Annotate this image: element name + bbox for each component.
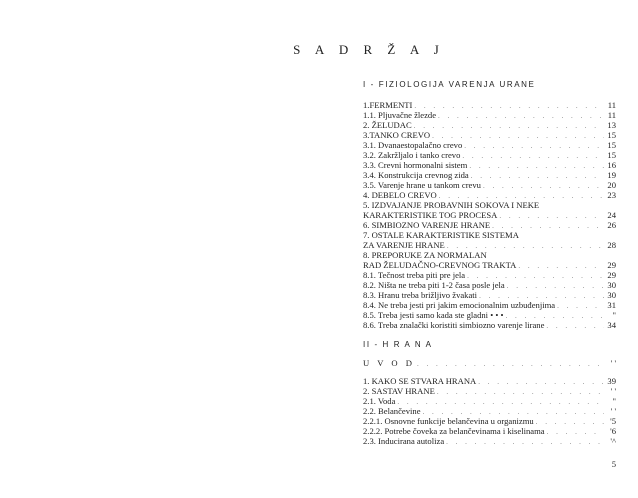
toc-entry-page: '6 — [610, 426, 616, 436]
toc-entry-label: 4. DEBELO CREVO — [363, 190, 437, 200]
toc-group-8 — [363, 270, 616, 330]
section-heading-2: II - H R A N A — [363, 340, 433, 349]
toc-entry-label: 2. ŽELUDAC — [363, 120, 412, 130]
dot-leader — [479, 291, 604, 300]
dot-leader — [446, 437, 604, 446]
toc-entry-8-3 — [363, 300, 616, 310]
dot-leader — [462, 151, 604, 160]
toc-entry-label: 3.2. Zakržljalo i tanko crevo — [363, 150, 461, 160]
toc-entry-1-2 — [363, 120, 616, 130]
toc-entry-1-9 — [363, 190, 616, 200]
toc-entry-label: 3.1. Dvanaestopalačno crevo — [363, 140, 463, 150]
dot-leader — [467, 271, 604, 280]
toc-entry-5-line2: KARAKTERISTIKE TOG PROCESA . . . 24 — [363, 210, 616, 220]
toc-entry-8-2 — [363, 290, 616, 300]
toc-entry-page: 29 — [607, 270, 616, 280]
toc-entry-2-5 — [363, 426, 616, 436]
toc-entry-8-4 — [363, 310, 616, 320]
toc-entry-label: 2.2.1. Osnovne funkcije belančevina u organizmu — [363, 416, 534, 426]
dot-leader — [432, 131, 604, 140]
toc-entry-page: 30 — [607, 290, 616, 300]
section-heading-1: I - FIZIOLOGIJA VARENJA URANE — [363, 80, 536, 89]
toc-entry-page: 11 — [607, 110, 616, 120]
toc-entry-7-line1: 7. OSTALE KARAKTERISTIKE SISTEMA — [363, 230, 519, 240]
dot-leader — [423, 407, 604, 416]
toc-entry-label: 2.3. Inducirana autoliza — [363, 436, 445, 446]
toc-entry-1-1 — [363, 110, 616, 120]
toc-entry-label: 8.1. Tečnost treba piti pre jela — [363, 270, 466, 280]
table-of-contents — [363, 80, 616, 446]
toc-entry-label: 1.1. Pljuvačne žlezde — [363, 110, 437, 120]
toc-entry-7-line2: ZA VARENJE HRANE . . . 28 — [363, 240, 616, 250]
toc-entry-uvod: U V O D . . . ' ' — [363, 358, 616, 368]
toc-entry-2-4 — [363, 416, 616, 426]
toc-entry-page: 13 — [607, 120, 616, 130]
toc-entry-1-7 — [363, 170, 616, 180]
dot-leader — [507, 281, 604, 290]
toc-entry-8-1 — [363, 280, 616, 290]
dot-leader — [439, 191, 604, 200]
toc-entry-label: 8.3. Hranu treba brižljivo žvakati — [363, 290, 478, 300]
toc-entry-page: 20 — [607, 180, 616, 190]
dot-leader — [478, 377, 604, 386]
dot-leader — [469, 161, 604, 170]
toc-entry-8-line1: 8. PREPORUKE ZA NORMALAN — [363, 250, 487, 260]
dot-leader — [471, 171, 604, 180]
toc-entry-8-0 — [363, 270, 616, 280]
toc-entry-1-8 — [363, 180, 616, 190]
toc-entry-label: 1.FERMENTI — [363, 100, 413, 110]
toc-entry-label: 8.5. Treba jesti samo kada ste gladni • • • — [363, 310, 504, 320]
toc-entry-label: 3.3. Crevni hormonalni sistem — [363, 160, 468, 170]
toc-entry-label: 8.2. Ništa ne treba piti 1-2 časa posle jela — [363, 280, 505, 290]
toc-entry-page: " — [612, 310, 616, 320]
toc-entry-6: 6. SIMBIOZNO VARENJE HRANE . . . 26 — [363, 220, 616, 230]
dot-leader — [438, 111, 604, 120]
dot-leader — [506, 311, 604, 320]
toc-entry-label: 8.6. Treba znalački koristiti simbiozno varenje lirane — [363, 320, 545, 330]
toc-entry-2-3 — [363, 406, 616, 416]
dot-leader — [464, 141, 604, 150]
spacer — [363, 368, 616, 376]
dot-leader — [437, 387, 604, 396]
toc-entry-page: " — [612, 396, 616, 406]
toc-entry-page: 15 — [607, 140, 616, 150]
dot-leader — [414, 101, 604, 110]
toc-entry-label: 3.TANKO CREVO — [363, 130, 431, 140]
dot-leader — [397, 397, 604, 406]
page-number: 5 — [611, 459, 616, 469]
toc-entry-page: 31 — [607, 300, 616, 310]
toc-entry-2-0 — [363, 376, 616, 386]
toc-entry-8-5 — [363, 320, 616, 330]
dot-leader — [547, 427, 604, 436]
toc-group-1 — [363, 100, 616, 200]
toc-entry-page: 23 — [607, 190, 616, 200]
toc-entry-1-4 — [363, 140, 616, 150]
toc-entry-label: 8.4. Ne treba jesti pri jakim emocionalnim uzbuđenjima — [363, 300, 556, 310]
dot-leader — [557, 301, 604, 310]
toc-entry-page: 34 — [607, 320, 616, 330]
toc-entry-label: 3.5. Varenje hrane u tankom crevu — [363, 180, 481, 190]
page-title: S A D R Ž A J — [293, 42, 445, 57]
toc-entry-page: 15 — [607, 150, 616, 160]
toc-entry-page: 16 — [607, 160, 616, 170]
toc-entry-page: '5 — [610, 416, 616, 426]
toc-entry-2-2 — [363, 396, 616, 406]
dot-leader — [546, 321, 604, 330]
toc-entry-page: '^ — [610, 436, 616, 446]
toc-entry-1-5 — [363, 150, 616, 160]
dot-leader — [483, 181, 604, 190]
toc-group-2 — [363, 376, 616, 446]
toc-entry-5-line1: 5. IZDVAJANJE PROBAVNIH SOKOVA I NEKE — [363, 200, 540, 210]
toc-entry-page: 19 — [607, 170, 616, 180]
toc-entry-page: 39 — [607, 376, 616, 386]
toc-entry-label: 2.1. Voda — [363, 396, 396, 406]
toc-entry-page: 15 — [607, 130, 616, 140]
toc-entry-page: 30 — [607, 280, 616, 290]
toc-entry-2-6 — [363, 436, 616, 446]
toc-entry-1-0 — [363, 100, 616, 110]
dot-leader — [414, 121, 604, 130]
toc-entry-label: 2. SASTAV HRANE — [363, 386, 435, 396]
toc-entry-label: 2.2.2. Potrebe čoveka za belančevinama i kiselinama — [363, 426, 545, 436]
toc-entry-page: 11 — [607, 100, 616, 110]
toc-entry-label: 2.2. Belančevine — [363, 406, 421, 416]
dot-leader — [536, 417, 604, 426]
toc-entry-1-6 — [363, 160, 616, 170]
toc-entry-label: 1. KAKO SE STVARA HRANA — [363, 376, 477, 386]
toc-entry-2-1 — [363, 386, 616, 396]
toc-entry-page: ' ' — [610, 386, 616, 396]
toc-entry-page: ' ' — [610, 406, 616, 416]
toc-entry-label: 3.4. Konstrukcija crevnog zida — [363, 170, 469, 180]
toc-entry-8-line2: RAD ŽELUDAČNO-CREVNOG TRAKTA . . . 29 — [363, 260, 616, 270]
toc-entry-1-3 — [363, 130, 616, 140]
